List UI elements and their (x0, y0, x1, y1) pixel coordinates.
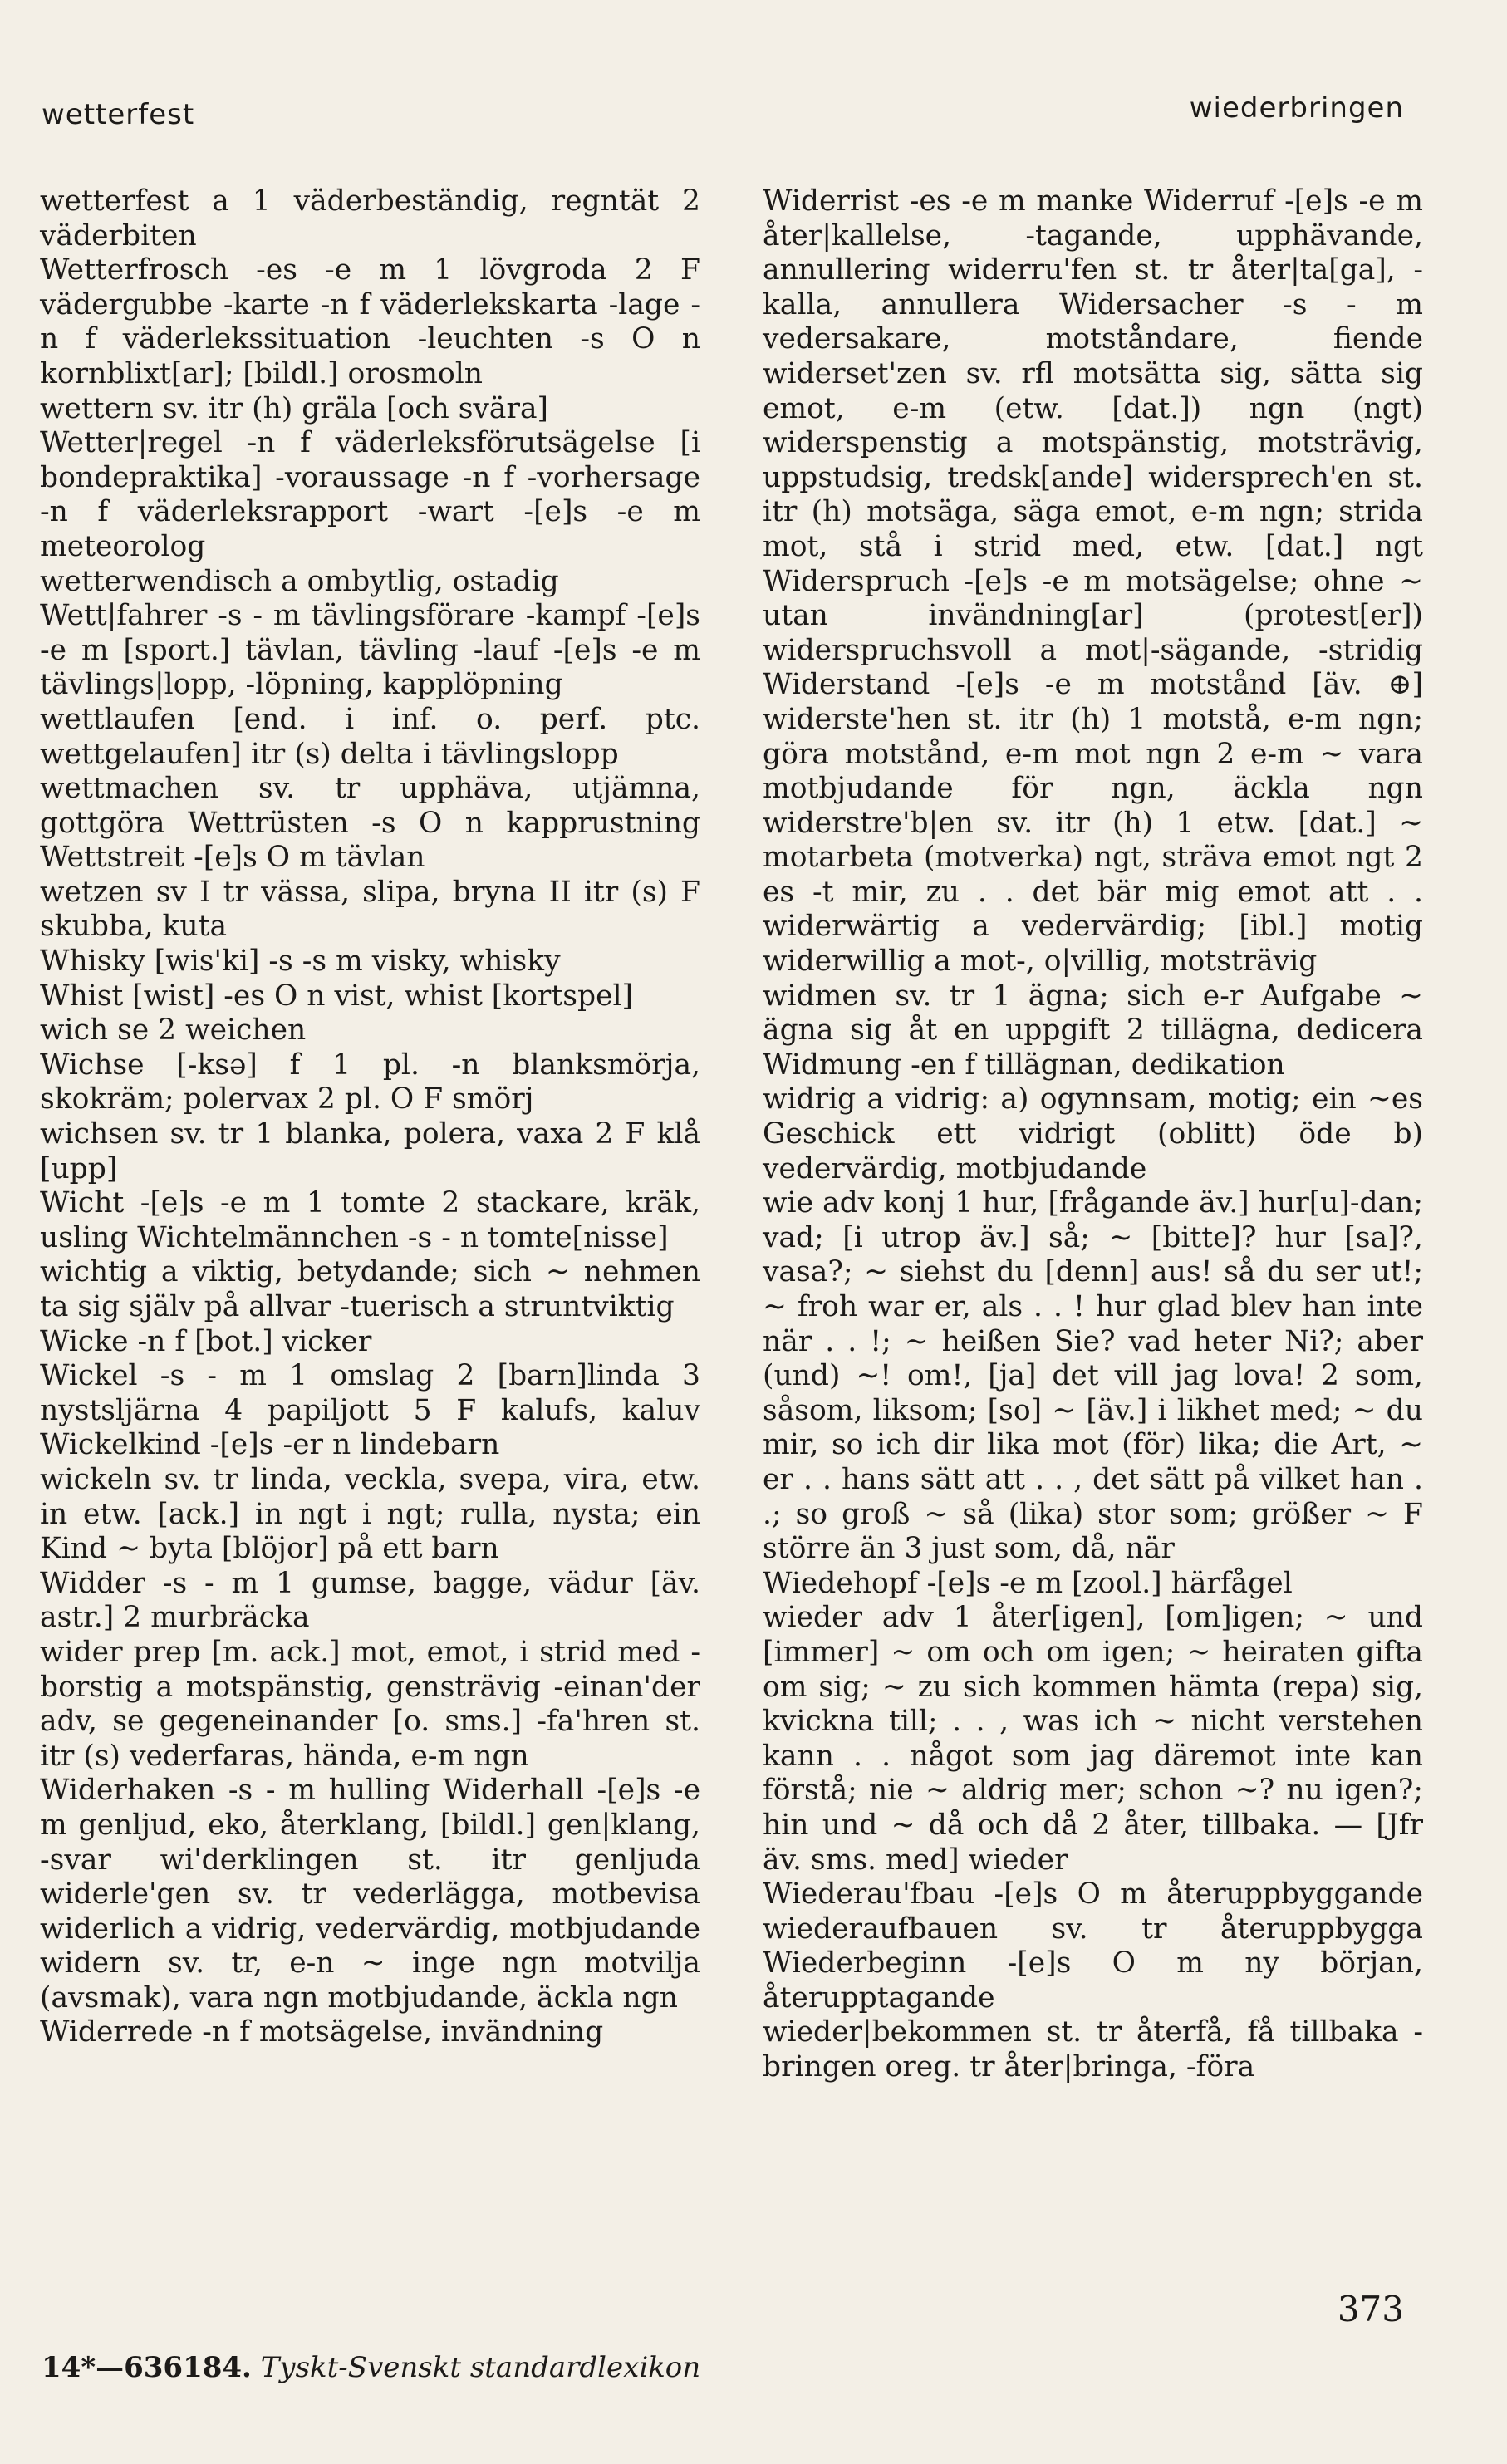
dictionary-entry: wider prep [m. ack.] mot, emot, i strid med -borstig a motspänstig, gensträvig -einan'der adv, se gegeneinander [o. sms.] -fa'hren st. itr (s) vederfaras, hända, e-m ngn (40, 1635, 700, 1773)
dictionary-entry: Wetter|regel -n f väderleksförutsägelse [i bondepraktika] -voraussage -n f -vorhersage -n f väderleksrapport -wart -[e]s -e m meteorolog (40, 426, 700, 563)
dictionary-entry: Wicke -n f [bot.] vicker (40, 1324, 372, 1358)
left-column (40, 184, 700, 2050)
dictionary-entry: widrig a vidrig: a) ogynnsam, motig; ein ~es Geschick ett vidrigt (oblitt) öde b) vedervärdig, motbjudande (763, 1082, 1423, 1185)
right-guide-word: wiederbringen (1189, 91, 1404, 125)
dictionary-entry: wetzen sv I tr vässa, slipa, bryna II itr (s) F skubba, kuta (40, 875, 700, 944)
dictionary-entry: wettlaufen [end. i inf. o. perf. ptc. wettgelaufen] itr (s) delta i tävlingslopp (40, 702, 700, 771)
right-column (763, 184, 1423, 2085)
dictionary-entry: wieder adv 1 åter[igen], [om]igen; ~ und [immer] ~ om och om igen; ~ heiraten gifta om sig; ~ zu sich kommen hämta (repa) sig, kvickna till; . . , was ich ~ nicht verstehen kann . . något som jag däremot inte kan förstå; nie ~ aldrig mer; schon ~? nu igen?; hin und ~ då och då 2 åter, tillbaka. — [Jfr äv. sms. med] wieder (763, 1601, 1423, 1877)
dictionary-entry: wickeln sv. tr linda, veckla, svepa, vira, etw. in etw. [ack.] in ngt i ngt; rulla, nysta; ein Kind ~ byta [blöjor] på ett barn (40, 1462, 700, 1566)
footer (42, 2351, 700, 2384)
dictionary-entry: Wichse [-ksə] f 1 pl. -n blanksmörja, skokräm; polervax 2 pl. O F smörj (40, 1048, 700, 1117)
dictionary-entry: Widder -s - m 1 gumse, bagge, vädur [äv. astr.] 2 murbräcka (40, 1566, 700, 1635)
dictionary-entry: wettern sv. itr (h) gräla [och svära] (40, 391, 549, 425)
dictionary-entry: Widerrist -es -e m manke Widerruf -[e]s -e m åter|kallelse, -tagande, upphävande, annullering widerru'fen st. tr åter|ta[ga], -kalla, annullera Widersacher -s - m vedersakare, motståndare, fiende widerset'zen sv. rfl motsätta sig, sätta sig emot, e-m (etw. [dat.]) ngn (ngt) widerspenstig a motspänstig, motsträvig, uppstudsig, tredsk[ande] widersprech'en st. itr (h) motsäga, säga emot, e-m ngn; strida mot, stå i strid med, etw. [dat.] ngt Widerspruch -[e]s -e m motsägelse; ohne ~ utan invändning[ar] (protest[er]) widerspruchsvoll a mot|-sägande, -stridig Widerstand -[e]s -e m motstånd [äv. ⊕] widerste'hen st. itr (h) 1 motstå, e-m ngn; göra motstånd, e-m mot ngn 2 e-m ~ vara motbjudande för ngn, äckla ngn widerstre'b|en sv. itr (h) 1 etw. [dat.] ~ motarbeta (motverka) ngt, sträva emot ngt 2 es -t mir, zu . . det bär mig emot att . . widerwärtig a vedervärdig; [ibl.] motig widerwillig a mot-, o|villig, motsträvig (763, 184, 1423, 979)
dictionary-entry: wetterwendisch a ombytlig, ostadig (40, 564, 559, 598)
dictionary-entry: Whist [wist] -es O n vist, whist [kortspel] (40, 979, 633, 1013)
dictionary-entry: Wett|fahrer -s - m tävlingsförare -kampf -[e]s -e m [sport.] tävlan, tävling -lauf -[e]s -e m tävlings|lopp, -löpning, kapplöpning (40, 599, 700, 702)
dictionary-entry: Wicht -[e]s -e m 1 tomte 2 stackare, kräk, usling Wichtelmännchen -s - n tomte[nisse] (40, 1186, 700, 1254)
dictionary-entry: wie adv konj 1 hur, [frågande äv.] hur[u]-dan; vad; [i utrop äv.] så; ~ [bitte]? hur [sa]?, vasa?; ~ siehst du [denn] aus! så du ser ut!; ~ froh war er, als . . ! hur glad blev han inte när . . !; ~ heißen Sie? vad heter Ni?; aber (und) ~! om!, [ja] det vill jag lova! 2 som, såsom, liksom; [so] ~ [äv.] i likhet med; ~ du mir, so ich dir lika mot (för) lika; die Art, ~ er . . hans sätt att . . , det sätt på vilket han . .; so groß ~ så (lika) stor som; größer ~ F större än 3 just som, då, när (763, 1186, 1423, 1566)
dictionary-entry: wichsen sv. tr 1 blanka, polera, vaxa 2 F klå [upp] (40, 1117, 700, 1185)
page-number: 373 (1337, 2289, 1404, 2329)
dictionary-entry: Wiedehopf -[e]s -e m [zool.] härfågel (763, 1566, 1293, 1600)
printing-signature: 14*—636184. (42, 2351, 252, 2384)
book-title: Tyskt-Svenskt standardlexikon (260, 2351, 701, 2384)
dictionary-entry: Wetterfrosch -es -e m 1 lövgroda 2 F vädergubbe -karte -n f väderlekskarta -lage -n f väderlekssituation -leuchten -s O n kornblixt[ar]; [bildl.] orosmoln (40, 253, 700, 390)
dictionary-entry: Wickel -s - m 1 omslag 2 [barn]linda 3 nystsljärna 4 papiljott 5 F kalufs, kaluv Wickelkind -[e]s -er n lindebarn (40, 1359, 700, 1462)
dictionary-entry: wieder|bekommen st. tr återfå, få tillbaka -bringen oreg. tr åter|bringa, -föra (763, 2015, 1423, 2084)
dictionary-entry: wetterfest a 1 väderbeständig, regntät 2 väderbiten (40, 184, 700, 253)
dictionary-entry: Widerrede -n f motsägelse, invändning (40, 2015, 604, 2049)
dictionary-entry: wettmachen sv. tr upphäva, utjämna, gottgöra Wettrüsten -s O n kapprustning Wettstreit -[e]s O m tävlan (40, 772, 700, 875)
dictionary-entry: Wiederau'fbau -[e]s O m återuppbyggande wiederaufbauen sv. tr återuppbygga Wiederbeginn -[e]s O m ny början, återupptagande (763, 1877, 1423, 2015)
dictionary-entry: Whisky [wis'ki] -s -s m visky, whisky (40, 945, 561, 979)
dictionary-entry: Widerhaken -s - m hulling Widerhall -[e]s -e m genljud, eko, återklang, [bildl.] gen|klang, -svar wi'derklingen st. itr genljuda widerle'gen sv. tr vederlägga, motbevisa widerlich a vidrig, vedervärdig, motbjudande widern sv. tr, e-n ~ inge ngn motvilja (avsmak), vara ngn motbjudande, äckla ngn (40, 1774, 700, 2015)
dictionary-entry: wich se 2 weichen (40, 1014, 307, 1048)
left-guide-word: wetterfest (42, 98, 195, 131)
dictionary-entry: widmen sv. tr 1 ägna; sich e-r Aufgabe ~ ägna sig åt en uppgift 2 tillägna, dedicera Widmung -en f tillägnan, dedikation (763, 979, 1423, 1082)
dictionary-entry: wichtig a viktig, betydande; sich ~ nehmen ta sig själv på allvar -tuerisch a struntviktig (40, 1255, 700, 1323)
